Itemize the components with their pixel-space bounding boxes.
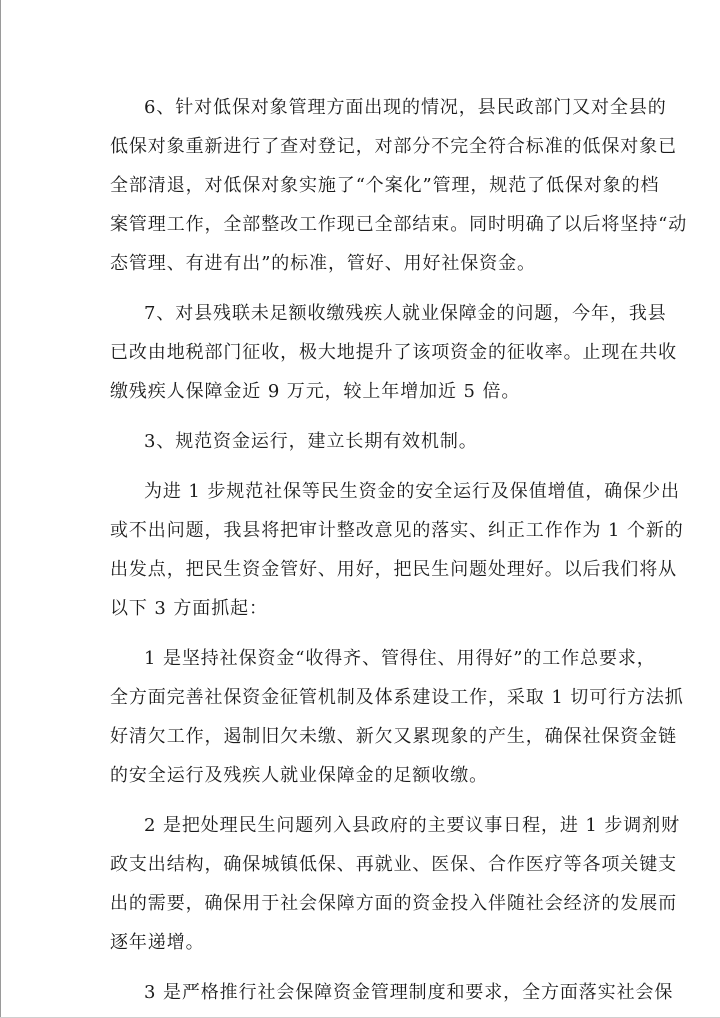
paragraph-item-6 — [110, 88, 688, 283]
page-left-border — [0, 0, 1, 1018]
text-line: 缴残疾人保障金近 9 万元，较上年增加近 5 倍。 — [110, 381, 521, 402]
text-line: 低保对象重新进行了查对登记，对部分不完全符合标准的低保对象已 — [110, 136, 677, 157]
text-line: 3 是严格推行社会保障资金管理制度和要求，全方面落实社会保 — [144, 982, 674, 1003]
text-line: 出的需要，确保用于社会保障方面的资金投入伴随社会经济的发展而 — [110, 893, 677, 914]
section-3-heading — [110, 422, 610, 461]
paragraph-intro — [110, 472, 684, 628]
paragraph-item-7 — [110, 294, 677, 411]
section-heading: 3、规范资金运行，建立长期有效机制。 — [144, 431, 478, 452]
text-line: 7、对县残联未足额收缴残疾人就业保障金的问题，今年，我县 — [144, 303, 667, 324]
text-line: 全方面完善社保资金征管机制及体系建设工作，采取 1 切可行方法抓 — [110, 687, 684, 708]
text-line: 或不出问题，我县将把审计整改意见的落实、纠正工作作为 1 个新的 — [110, 520, 684, 541]
text-line: 态管理、有进有出”的标准，管好、用好社保资金。 — [110, 253, 536, 274]
text-line: 全部清退，对低保对象实施了“个案化”管理，规范了低保对象的档 — [110, 175, 660, 196]
document-body — [110, 88, 688, 1012]
paragraph-point-2 — [110, 806, 680, 962]
text-line: 已改由地税部门征收，极大地提升了该项资金的征收率。止现在共收 — [110, 342, 677, 363]
paragraph-point-3 — [110, 973, 674, 1012]
text-line: 政支出结构，确保城镇低保、再就业、医保、合作医疗等各项关键支 — [110, 854, 677, 875]
text-line: 好清欠工作，遏制旧欠未缴、新欠又累现象的产生，确保社保资金链 — [110, 726, 677, 747]
text-line: 1 是坚持社保资金“收得齐、管得住、用得好”的工作总要求， — [144, 648, 656, 669]
text-line: 为进 1 步规范社保等民生资金的安全运行及保值增值，确保少出 — [144, 481, 680, 502]
text-line: 案管理工作，全部整改工作现已全部结束。同时明确了以后将坚持“动 — [110, 214, 688, 235]
text-line: 的安全运行及残疾人就业保障金的足额收缴。 — [110, 765, 488, 786]
paragraph-point-1 — [110, 639, 684, 795]
text-line: 6、针对低保对象管理方面出现的情况，县民政部门又对全县的 — [144, 97, 667, 118]
text-line: 出发点，把民生资金管好、用好，把民生问题处理好。以后我们将从 — [110, 559, 677, 580]
text-line: 以下 3 方面抓起： — [110, 598, 268, 619]
text-line: 2 是把处理民生问题列入县政府的主要议事日程，进 1 步调剂财 — [144, 815, 680, 836]
text-line: 逐年递增。 — [110, 932, 205, 953]
